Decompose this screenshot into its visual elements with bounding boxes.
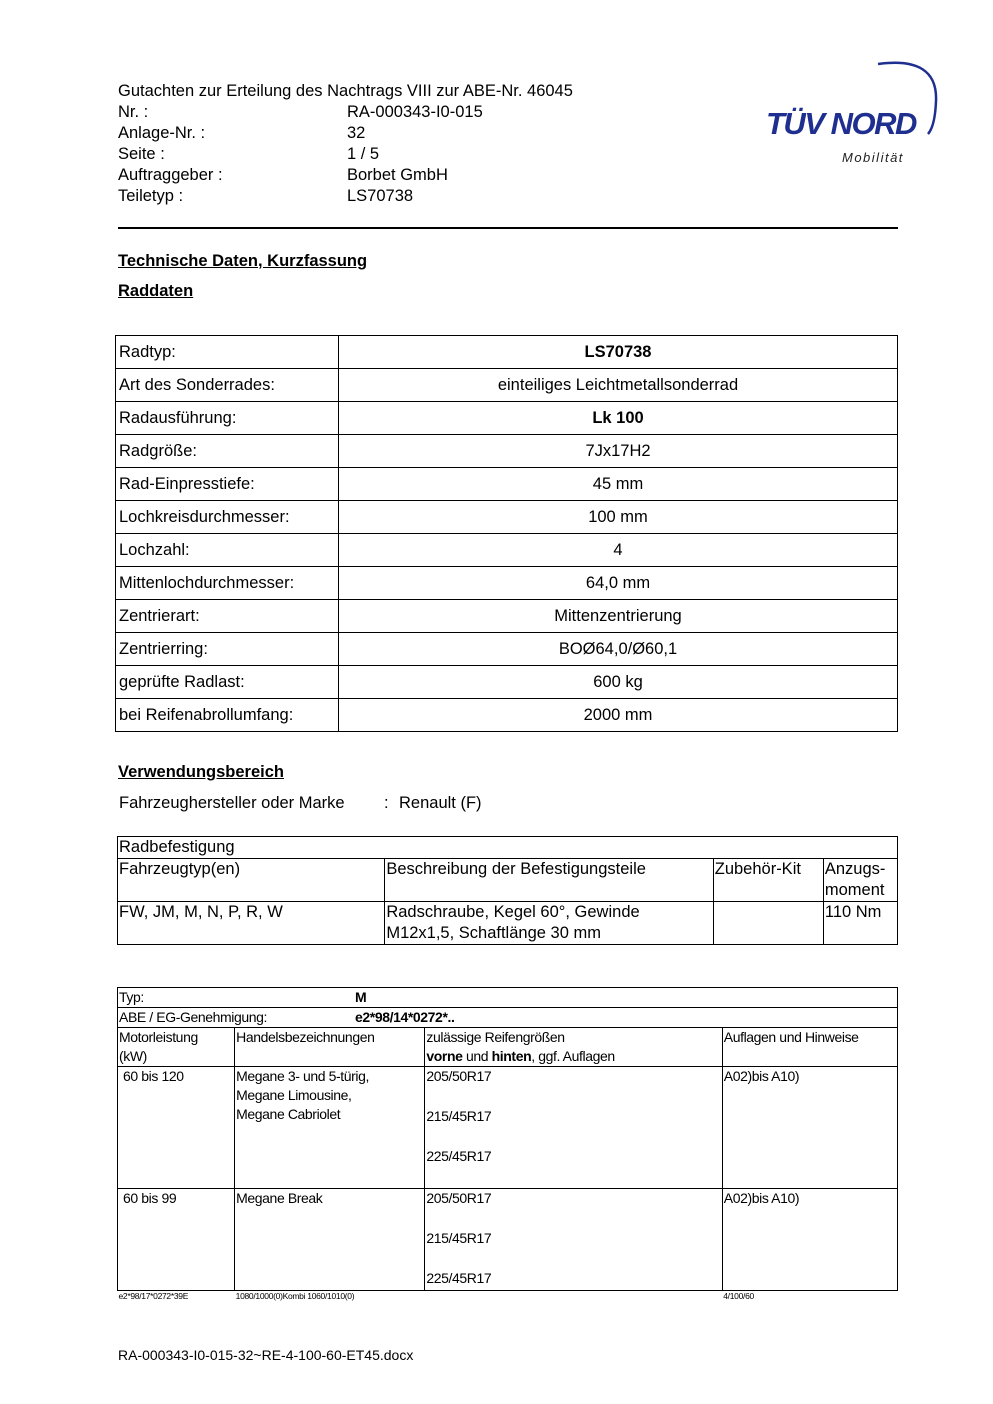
table-row: geprüfte Radlast: 600 kg [116, 666, 898, 699]
table-row: Radtyp: LS70738 [116, 336, 898, 369]
report-title: Gutachten zur Erteilung des Nachtrags VIII zur ABE-Nr. 46045 [118, 82, 573, 100]
tuev-nord-logo [760, 56, 940, 171]
hersteller-label: Fahrzeughersteller oder Marke [119, 794, 345, 812]
table-row: 60 bis 99 Megane Break 205/50R17 215/45R17 225/45R17 A02)bis A10) [118, 1189, 898, 1291]
section-title-raddaten: Raddaten [118, 282, 194, 300]
section-title-verwendungsbereich: Verwendungsbereich [118, 763, 284, 781]
table-row: Lochkreisdurchmesser: 100 mm [116, 501, 898, 534]
abe-row: ABE / EG-Genehmigung: e2*98/14*0272*.. [118, 1008, 898, 1028]
typ-row: Typ: M [118, 988, 898, 1008]
logo-subtitle: Mobilität [842, 150, 904, 165]
raddaten-table [115, 335, 898, 732]
footer-filename: RA-000343-I0-015-32~RE-4-100-60-ET45.docx [118, 1347, 414, 1363]
table-row: Art des Sonderrades: einteiliges Leichtmetallsonderrad [116, 369, 898, 402]
header-divider [118, 227, 898, 229]
table-row: 60 bis 120 Megane 3- und 5-türig, Megane Limousine, Megane Cabriolet 205/50R17 215/45R17 225/45R17 A02)bis A10) [118, 1067, 898, 1189]
table-row: Zentrierring: BOØ64,0/Ø60,1 [116, 633, 898, 666]
table-row: Lochzahl: 4 [116, 534, 898, 567]
table-header-row: Fahrzeugtyp(en) Beschreibung der Befestigungsteile Zubehör-Kit Anzugs- moment [118, 859, 898, 902]
table-header-row: Motorleistung (kW) Handelsbezeichnungen zulässige Reifengrößen vorne und hinten, ggf. Auflagen Auflagen und Hinweise [118, 1028, 898, 1067]
logo-wordmark: TÜV NORD [766, 106, 916, 141]
fahrzeugtyp-table [117, 987, 898, 1301]
hersteller-value: Renault (F) [399, 794, 482, 812]
table-row: Radgröße: 7Jx17H2 [116, 435, 898, 468]
table-row: Zentrierart: Mittenzentrierung [116, 600, 898, 633]
hersteller-line: Fahrzeughersteller oder Marke : Renault (F) [119, 794, 482, 812]
table-row: bei Reifenabrollumfang: 2000 mm [116, 699, 898, 732]
table-row: Rad-Einpresstiefe: 45 mm [116, 468, 898, 501]
radbefestigung-title: Radbefestigung [118, 837, 898, 859]
section-title-technische-daten: Technische Daten, Kurzfassung [118, 252, 368, 270]
radbefestigung-table [117, 836, 898, 945]
small-print-row: e2*98/17*0272*39E 1080/1000(0)Kombi 1060/1010(0) 4/100/60 [118, 1291, 754, 1301]
table-row: FW, JM, M, N, P, R, W Radschraube, Kegel 60°, Gewinde M12x1,5, Schaftlänge 30 mm 110 Nm [118, 902, 898, 945]
table-row: Mittenlochdurchmesser: 64,0 mm [116, 567, 898, 600]
table-row: Radausführung: Lk 100 [116, 402, 898, 435]
